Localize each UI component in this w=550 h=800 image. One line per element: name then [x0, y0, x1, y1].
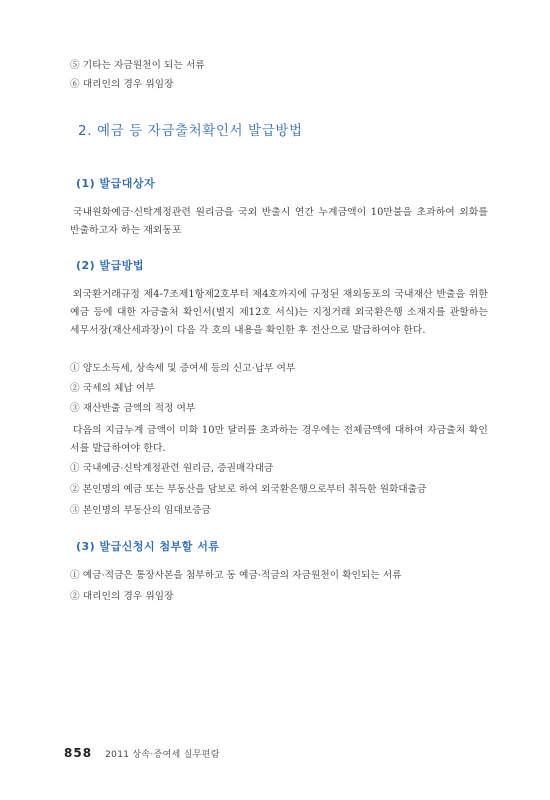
list-item: ① 양도소득세, 상속세 및 증여세 등의 신고·납부 여부: [70, 363, 296, 374]
paragraph: 외국환거래규정 제4-7조제1항제2호부터 제4호까지에 규정된 재외동포의 국내재산 반출을 위한 예금 등에 대한 자금출처 확인서(별지 제12호 서식)는 지정거래 외국환은행 소재지를 관할하는 세무서장(재산세과장)이 다음 각 호의 내용을 확인한 후 전산으로 발급하여야 한다.: [70, 289, 488, 336]
subsection-title-3: (3) 발급신청시 첨부할 서류: [76, 540, 220, 553]
page-footer: [64, 742, 220, 761]
list-item: ③ 재산반출 금액의 적정 여부: [70, 403, 196, 414]
subsection-title-2: (2) 발급방법: [76, 259, 145, 272]
list-item: ② 대리인의 경우 위임장: [70, 591, 174, 602]
list-item: ② 본인명의 예금 또는 부동산을 담보로 하여 외국환은행으로부터 취득한 원화대출금: [70, 484, 427, 495]
list-item: ③ 본인명의 부동산의 임대보증금: [70, 505, 211, 516]
page-number: 858: [64, 746, 93, 760]
footer-text: 2011 상속·증여세 실무편람: [105, 750, 220, 760]
paragraph: 국내원화예금·신탁계정관련 원리금을 국외 반출시 연간 누계금액이 10만불을 초과하여 외화를 반출하고자 하는 재외동포: [70, 207, 488, 236]
list-item: ⑥ 대리인의 경우 위임장: [70, 79, 174, 90]
subsection-title-1: (1) 발급대상자: [76, 177, 156, 190]
list-item: ① 국내예금·신탁계정관련 원리금, 증권매각대금: [70, 463, 274, 474]
list-item: ⑤ 기타는 자금원천이 되는 서류: [70, 60, 205, 71]
list-item: ① 예금·적금은 통장사본을 첨부하고 동 예금·적금의 자금원천이 확인되는 서류: [70, 570, 402, 581]
list-item: ② 국세의 체납 여부: [70, 383, 155, 394]
paragraph: 다음의 지급누계 금액이 미화 10만 달러를 초과하는 경우에는 전체금액에 대하여 자금출처 확인서를 발급하여야 한다.: [70, 425, 488, 454]
section-title: 2. 예금 등 자금출처확인서 발급방법: [78, 123, 303, 139]
